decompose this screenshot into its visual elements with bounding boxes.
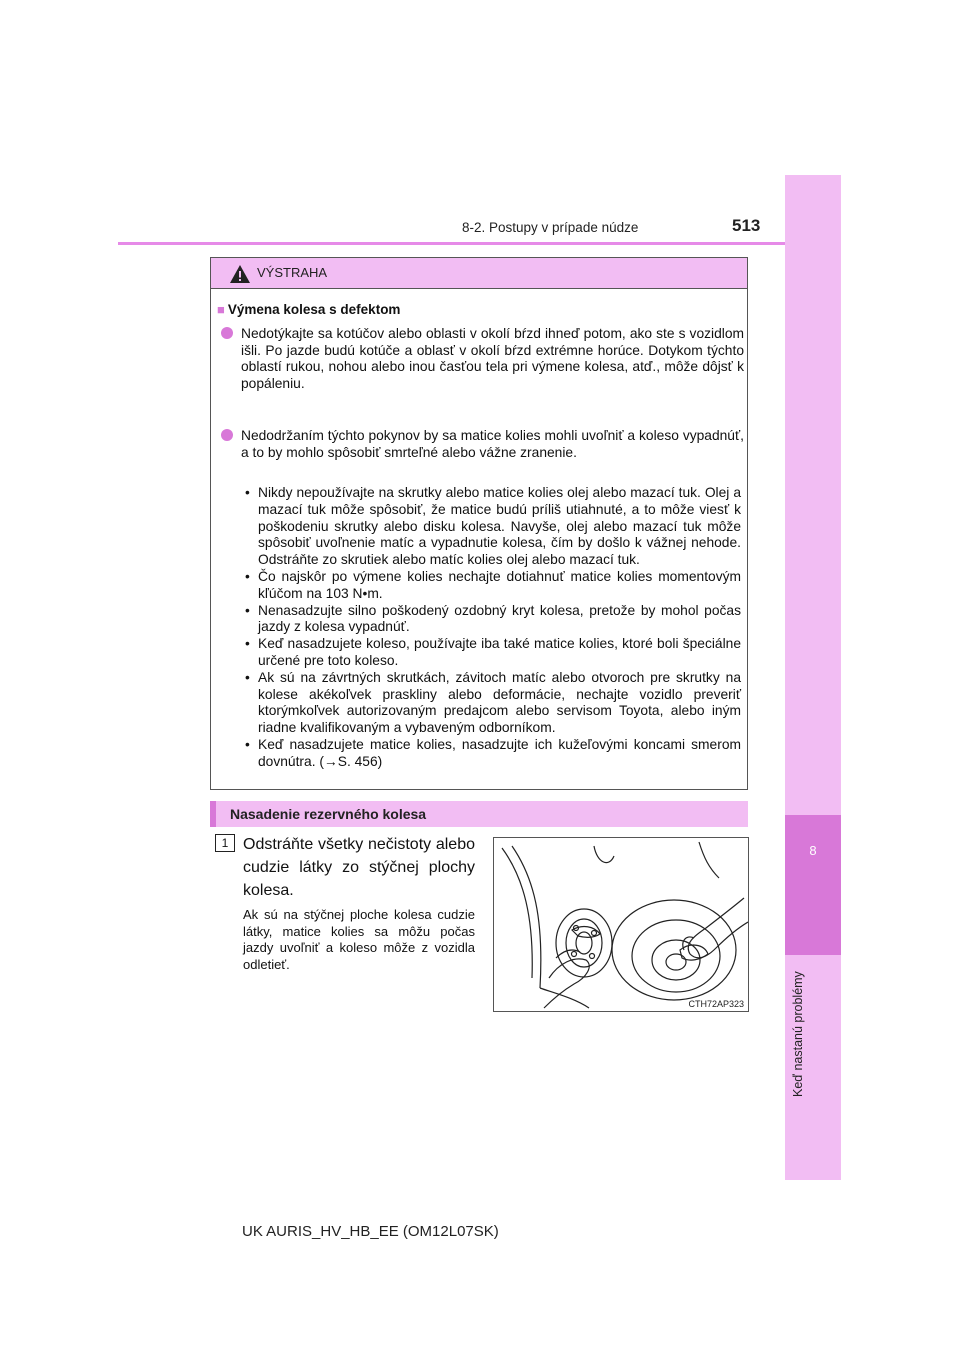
list-item: • Ak sú na závrtných skrutkách, závitoch matíc alebo otvoroch pre skrutky na kolese akékoľvek praskliny alebo deformácie, nechajte vozidlo preveriť ktorýmkoľvek autorizovaným predajcom alebo servisom Toyota, alebo iným riadne kvalifikovaným a vybaveným odborníkom.	[245, 669, 741, 736]
list-item-text: Ak sú na závrtných skrutkách, závitoch matíc alebo otvoroch pre skrutky na kolese akékoľvek praskliny alebo deformácie, nechajte vozidlo preveriť ktorýmkoľvek autorizovaným predajcom alebo servisom Toyota, alebo iným riadne kvalifikovaným a vybaveným odborníkom.	[258, 669, 741, 736]
wheel-cleaning-illustration	[493, 837, 749, 1012]
step-note: Ak sú na stýčnej ploche kolesa cudzie látky, matice kolies sa môžu počas jazdy uvoľniť a koleso môže z vozidla odletieť.	[243, 907, 475, 972]
warning-label: VÝSTRAHA	[257, 265, 328, 280]
list-item-text: Nikdy nepoužívajte na skrutky alebo matice kolies olej alebo mazací tuk. Olej a mazací tuk môže spôsobiť, že matice budú príliš utiahnuté, a to môže viesť k poškodeniu skrutky alebo disku kolesa. Navyše, olej alebo mazací tuk môže spôsobiť uvoľnenie matíc a vypadnutie kolesa, čím by došlo k vážnej nehode. Odstráňte zo skrutiek alebo matíc kolies olej alebo mazací tuk.	[258, 485, 741, 568]
round-bullet-icon	[221, 429, 233, 441]
round-bullet-icon	[221, 327, 233, 339]
warning-box	[210, 257, 748, 790]
warning-header	[211, 258, 747, 289]
list-item: • Keď nasadzujete koleso, používajte iba také matice kolies, ktoré boli špeciálne určené pre toto koleso.	[245, 636, 741, 668]
section-title-bar	[210, 801, 748, 827]
step-instruction: Odstráňte všetky nečistoty alebo cudzie látky zo stýčnej plochy kolesa.	[243, 836, 475, 899]
list-item: • Nenasadzujte silno poškodený ozdobný kryt kolesa, pretože by mohol počas jazdy z kolesa vypadnúť.	[245, 602, 741, 635]
list-item-text: Keď nasadzujete matice kolies, nasadzujte ich kužeľovými koncami smerom dovnútra. (→S. 456)	[258, 736, 741, 769]
list-item-text: Čo najskôr po výmene kolies nechajte dotiahnuť matice kolies momentovým kľúčom na 103 N•m.	[258, 568, 741, 601]
list-item-text: Keď nasadzujete koleso, používajte iba také matice kolies, ktoré boli špeciálne určené pre toto koleso.	[258, 636, 741, 668]
chapter-number: 8	[809, 843, 817, 858]
page-number: 513	[732, 216, 761, 235]
warning-bullet-list	[245, 485, 741, 771]
list-item-text: Nenasadzujte silno poškodený ozdobný kryt kolesa, pretože by mohol počas jazdy z kolesa vypadnúť.	[258, 602, 741, 635]
section-heading: 8-2. Postupy v prípade núdze	[462, 220, 639, 235]
step-number-badge: 1	[215, 834, 235, 852]
square-bullet-icon: ■	[217, 302, 225, 317]
chapter-title: Keď nastanú problémy	[791, 971, 805, 1097]
warning-title	[217, 302, 400, 317]
chapter-number-box	[785, 815, 841, 955]
header-rule	[118, 242, 785, 245]
warning-title-text: Výmena kolesa s defektom	[227, 302, 401, 317]
warning-paragraph-2	[241, 428, 744, 461]
section-title: Nasadenie rezervného kolesa	[230, 806, 427, 822]
footer-model: UK AURIS_HV_HB_EE (OM12L07SK)	[242, 1223, 499, 1240]
warning-triangle-icon	[229, 264, 251, 284]
warning-paragraph-1	[241, 326, 744, 393]
warning-paragraph-2-text: Nedodržaním týchto pokynov by sa matice kolies mohli uvoľniť a koleso vypadnúť, a to by mohlo spôsobiť smrteľné alebo vážne zranenie.	[241, 428, 744, 460]
list-item: • Čo najskôr po výmene kolies nechajte dotiahnuť matice kolies momentovým kľúčom na 103 N•m.	[245, 568, 741, 601]
list-item: • Keď nasadzujete matice kolies, nasadzujte ich kužeľovými koncami smerom dovnútra. (→S. 456)	[245, 736, 741, 769]
wheel-hub-illustration-drawing	[494, 838, 748, 1011]
illustration-code: CTH72AP323	[688, 999, 744, 1009]
list-item: • Nikdy nepoužívajte na skrutky alebo matice kolies olej alebo mazací tuk. Olej a mazací tuk môže spôsobiť, že matice budú príliš utiahnuté, a to môže viesť k poškodeniu skrutky alebo disku kolesa. Navyše, olej alebo mazací tuk môže spôsobiť uvoľnenie matíc a vypadnutie kolesa, čím by došlo k vážnej nehode. Odstráňte zo skrutiek alebo matíc kolies olej alebo mazací tuk.	[245, 485, 741, 568]
warning-paragraph-1-text: Nedotýkajte sa kotúčov alebo oblasti v okolí bŕzd ihneď potom, ako ste s vozidlom išli. Po jazde budú kotúče a oblasť v okolí bŕzd extrémne horúce. Dotykom týchto oblastí rukou, nohou alebo inou časťou tela pri výmene kolesa, atď., môže dôjsť k popáleniu.	[241, 326, 744, 392]
chapter-side-tab	[785, 175, 841, 1180]
